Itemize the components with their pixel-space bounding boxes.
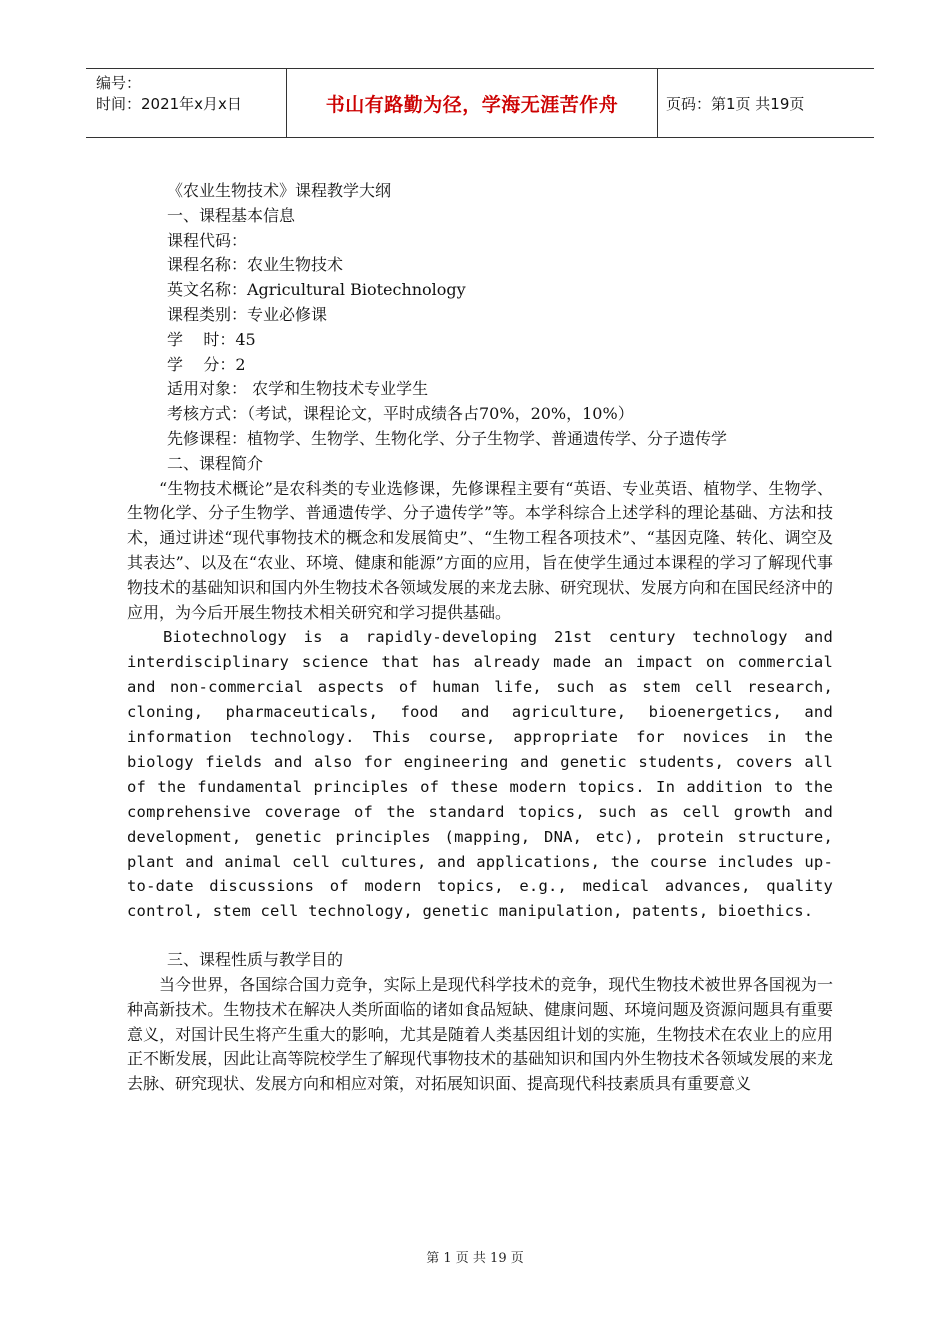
course-name: 课程名称：农业生物技术 (167, 255, 344, 275)
intro-english: Biotechnology is a rapidly-developing 21st century technology and interdisciplinary science that has already made an impact on commercial and non-commercial aspects of human life, such as stem cell research, cloning, pharmaceuticals, food and agriculture, bioenergetics, and information technology. This course, appropriate for novices in the biology fields and also for engineering and genetic students, covers all of the fundamental principles of these modern topics. In addition to the comprehensive coverage of the standard topics, such as cell growth and development, genetic principles (mapping, DNA, etc), protein structure, plant and animal cell cultures, and applications, the course includes up-to-date discussions of modern topics, e.g., medical advances, quality control, stem cell technology, genetic manipulation, patents, bioethics. (127, 628, 833, 921)
course-prerequisites: 先修课程：植物学、生物学、生物化学、分子生物学、普通遗传学、分子遗传学 (167, 428, 728, 448)
course-code: 课程代码： (167, 230, 248, 250)
english-name: 英文名称：Agricultural Biotechnology (167, 280, 466, 300)
course-type: 课程类别：专业必修课 (167, 304, 328, 324)
course-credits: 学 分：2 (167, 354, 246, 374)
page-header (86, 68, 874, 138)
course-audience: 适用对象： 农学和生物技术专业学生 (167, 379, 429, 399)
header-motto: 书山有路勤为径，学海无涯苦作舟 (325, 93, 619, 116)
section-heading-1: 一、课程基本信息 (167, 205, 296, 225)
section-heading-3: 三、课程性质与教学目的 (167, 950, 344, 970)
nature-chinese: 当今世界，各国综合国力竞争，实际上是现代科学技术的竞争，现代生物技术被世界各国视为一种高新技术。生物技术在解决人类所面临的诸如食品短缺、健康问题、环境问题及资源问题具有重要意义，对国计民生将产生重大的影响，尤其是随着人类基因组计划的实施，生物技术在农业上的应用正不断发展，因此让高等院校学生了解现代事物技术的基础知识和国内外生物技术各领域发展的来龙去脉、研究现状、发展方向和相应对策，对拓展知识面、提高现代科技素质具有重要意义 (127, 975, 833, 1094)
section-heading-2: 二、课程简介 (167, 453, 264, 473)
document-title: 《农业生物技术》课程教学大纲 (167, 181, 392, 200)
page-footer: 第 1 页 共 19 页 (426, 1251, 524, 1266)
document-body (127, 179, 833, 1097)
course-hours: 学 时：45 (167, 329, 256, 349)
header-page-info: 页码：第1页 共19页 (666, 94, 805, 113)
spacer (127, 924, 833, 948)
course-assessment: 考核方式：（考试，课程论文，平时成绩各占70%，20%，10%） (167, 404, 634, 424)
intro-chinese: “生物技术概论”是农科类的专业选修课，先修课程主要有“英语、专业英语、植物学、生物学、生物化学、分子生物学、普通遗传学、分子遗传学”等。本学科综合上述学科的理论基础、方法和技术，通过讲述“现代事物技术的概念和发展简史”、“生物工程各项技术”、“基因克隆、转化、调空及其表达”、以及在“农业、环境、健康和能源”方面的应用，旨在使学生通过本课程的学习了解现代事物技术的基础知识和国内外生物技术各领域发展的来龙去脉、研究现状、发展方向和在国民经济中的应用，为今后开展生物技术相关研究和学习提供基础。 (127, 478, 833, 622)
header-time: 时间：2021年x月x日 (96, 95, 242, 113)
header-motto-cell (286, 69, 658, 137)
header-info (96, 73, 281, 115)
header-number: 编号： (96, 74, 142, 92)
